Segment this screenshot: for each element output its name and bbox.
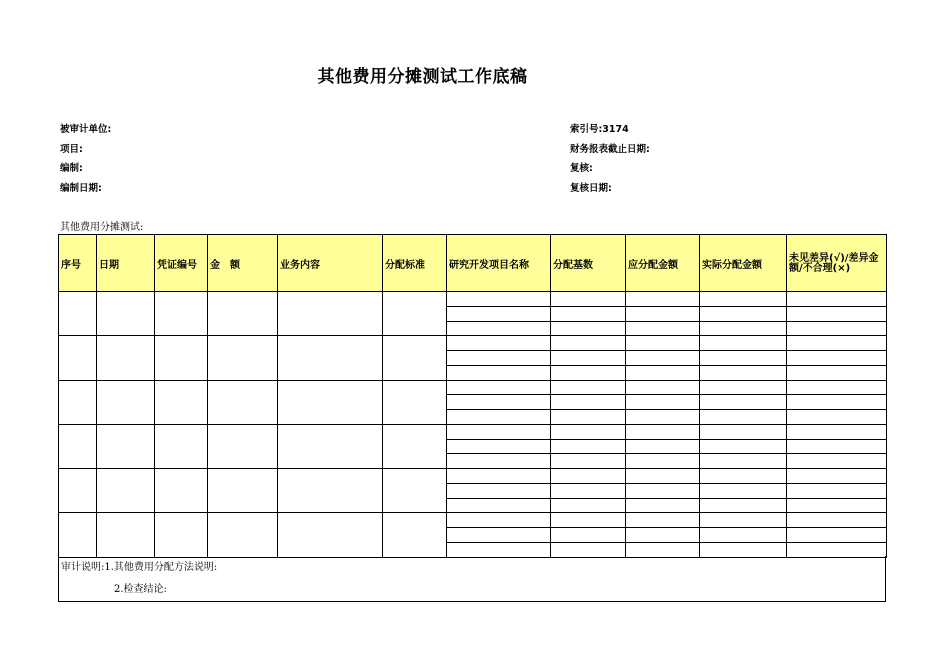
table-cell[interactable] xyxy=(59,292,97,336)
prepared-by-label: 编制: xyxy=(60,163,83,174)
table-cell[interactable] xyxy=(626,513,700,528)
table-cell[interactable] xyxy=(700,469,787,484)
table-cell[interactable] xyxy=(700,424,787,439)
table-cell[interactable] xyxy=(551,306,626,321)
section-label: 其他费用分摊测试: xyxy=(60,222,144,233)
table-cell[interactable] xyxy=(383,336,447,380)
table-cell[interactable] xyxy=(700,351,787,366)
table-cell[interactable] xyxy=(551,439,626,454)
table-cell[interactable] xyxy=(700,380,787,395)
table-cell[interactable] xyxy=(278,292,383,336)
col-header-rd-project-name: 研究开发项目名称 xyxy=(447,235,551,292)
table-cell[interactable] xyxy=(626,498,700,513)
table-cell[interactable] xyxy=(278,513,383,557)
table-cell[interactable] xyxy=(626,292,700,307)
page-title: 其他费用分摊测试工作底稿 xyxy=(317,67,528,87)
table-cell[interactable] xyxy=(447,365,551,380)
table-cell[interactable] xyxy=(551,380,626,395)
table-cell[interactable] xyxy=(447,321,551,336)
table-cell[interactable] xyxy=(787,469,887,484)
table-cell[interactable] xyxy=(59,513,97,557)
table-cell[interactable] xyxy=(787,336,887,351)
table-cell[interactable] xyxy=(700,292,787,307)
table-cell[interactable] xyxy=(447,528,551,543)
table-row xyxy=(59,380,887,395)
table-cell[interactable] xyxy=(447,498,551,513)
table-cell[interactable] xyxy=(447,454,551,469)
table-cell[interactable] xyxy=(700,528,787,543)
table-cell[interactable] xyxy=(551,410,626,425)
col-header-business-content: 业务内容 xyxy=(278,235,383,292)
table-cell[interactable] xyxy=(551,469,626,484)
table-cell[interactable] xyxy=(626,306,700,321)
table-cell[interactable] xyxy=(155,336,208,380)
table-cell[interactable] xyxy=(551,483,626,498)
table-cell[interactable] xyxy=(447,380,551,395)
audit-notes-box xyxy=(58,556,886,602)
table-cell[interactable] xyxy=(447,351,551,366)
table-cell[interactable] xyxy=(278,424,383,468)
table-body xyxy=(59,292,887,558)
table-cell[interactable] xyxy=(447,306,551,321)
table-cell[interactable] xyxy=(97,336,155,380)
table-cell[interactable] xyxy=(59,336,97,380)
table-row xyxy=(59,424,887,439)
table-cell[interactable] xyxy=(700,336,787,351)
table-cell[interactable] xyxy=(626,395,700,410)
table-cell[interactable] xyxy=(787,424,887,439)
table-cell[interactable] xyxy=(626,365,700,380)
table-cell[interactable] xyxy=(626,410,700,425)
audit-note-conclusion: 2.检查结论: xyxy=(114,584,167,595)
table-cell[interactable] xyxy=(700,513,787,528)
col-header-allocation-standard: 分配标准 xyxy=(383,235,447,292)
table-cell[interactable] xyxy=(626,542,700,557)
table-cell[interactable] xyxy=(787,498,887,513)
table-cell[interactable] xyxy=(551,528,626,543)
table-cell[interactable] xyxy=(787,542,887,557)
table-cell[interactable] xyxy=(447,424,551,439)
table-cell[interactable] xyxy=(97,380,155,424)
table-cell[interactable] xyxy=(447,410,551,425)
table-cell[interactable] xyxy=(551,498,626,513)
table-cell[interactable] xyxy=(787,351,887,366)
table-cell[interactable] xyxy=(626,469,700,484)
table-cell[interactable] xyxy=(700,498,787,513)
table-row xyxy=(59,513,887,528)
table-cell[interactable] xyxy=(700,542,787,557)
header-row xyxy=(59,235,887,292)
table-cell[interactable] xyxy=(97,292,155,336)
index-number-label: 索引号:3174 xyxy=(570,124,629,135)
table-cell[interactable] xyxy=(383,292,447,336)
table-cell[interactable] xyxy=(208,513,278,557)
table-cell[interactable] xyxy=(626,351,700,366)
col-header-seq: 序号 xyxy=(59,235,97,292)
reviewed-by-label: 复核: xyxy=(570,163,593,174)
col-header-date: 日期 xyxy=(97,235,155,292)
table-cell[interactable] xyxy=(447,336,551,351)
table-cell[interactable] xyxy=(787,365,887,380)
prepared-date-label: 编制日期: xyxy=(60,183,102,194)
table-cell[interactable] xyxy=(700,306,787,321)
audit-note-allocation-method: 审计说明:1.其他费用分配方法说明: xyxy=(61,562,218,573)
table-cell[interactable] xyxy=(787,454,887,469)
table-cell[interactable] xyxy=(700,395,787,410)
table-cell[interactable] xyxy=(626,380,700,395)
table-cell[interactable] xyxy=(551,424,626,439)
table-cell[interactable] xyxy=(551,351,626,366)
table-cell[interactable] xyxy=(787,513,887,528)
table-cell[interactable] xyxy=(626,321,700,336)
project-label: 项目: xyxy=(60,144,83,155)
table-cell[interactable] xyxy=(626,528,700,543)
table-cell[interactable] xyxy=(787,528,887,543)
table-cell[interactable] xyxy=(278,469,383,513)
table-cell[interactable] xyxy=(626,483,700,498)
table-cell[interactable] xyxy=(447,513,551,528)
table-cell[interactable] xyxy=(208,336,278,380)
table-cell[interactable] xyxy=(787,292,887,307)
table-cell[interactable] xyxy=(155,469,208,513)
table-cell[interactable] xyxy=(208,292,278,336)
table-cell[interactable] xyxy=(59,469,97,513)
table-cell[interactable] xyxy=(59,380,97,424)
table-cell[interactable] xyxy=(383,424,447,468)
table-cell[interactable] xyxy=(155,380,208,424)
table-cell[interactable] xyxy=(447,542,551,557)
table-cell[interactable] xyxy=(551,292,626,307)
table-cell[interactable] xyxy=(383,469,447,513)
table-cell[interactable] xyxy=(787,410,887,425)
table-cell[interactable] xyxy=(551,336,626,351)
table-cell[interactable] xyxy=(447,292,551,307)
table-cell[interactable] xyxy=(551,365,626,380)
audited-unit-label: 被审计单位: xyxy=(60,124,112,135)
table-row xyxy=(59,336,887,351)
col-header-voucher-no: 凭证编号 xyxy=(155,235,208,292)
table-cell[interactable] xyxy=(383,513,447,557)
col-header-amount: 金 额 xyxy=(208,235,278,292)
table-cell[interactable] xyxy=(551,513,626,528)
report-date-label: 财务报表截止日期: xyxy=(570,144,650,155)
table-cell[interactable] xyxy=(626,454,700,469)
allocation-test-table xyxy=(58,234,887,558)
table-cell[interactable] xyxy=(278,380,383,424)
table-cell[interactable] xyxy=(383,380,447,424)
table-cell[interactable] xyxy=(97,513,155,557)
table-cell[interactable] xyxy=(700,439,787,454)
table-cell[interactable] xyxy=(208,424,278,468)
table-cell[interactable] xyxy=(787,483,887,498)
table-cell[interactable] xyxy=(551,321,626,336)
table-cell[interactable] xyxy=(700,365,787,380)
table-cell[interactable] xyxy=(155,292,208,336)
table-cell[interactable] xyxy=(97,469,155,513)
table-cell[interactable] xyxy=(155,513,208,557)
col-header-actual-allocate: 实际分配金额 xyxy=(700,235,787,292)
table-cell[interactable] xyxy=(787,439,887,454)
table-cell[interactable] xyxy=(700,410,787,425)
table-cell[interactable] xyxy=(447,395,551,410)
table-cell[interactable] xyxy=(787,380,887,395)
table-row xyxy=(59,469,887,484)
table-cell[interactable] xyxy=(447,483,551,498)
table-cell[interactable] xyxy=(97,424,155,468)
col-header-allocation-base: 分配基数 xyxy=(551,235,626,292)
table-cell[interactable] xyxy=(700,483,787,498)
table-cell[interactable] xyxy=(551,542,626,557)
table-cell[interactable] xyxy=(787,321,887,336)
review-date-label: 复核日期: xyxy=(570,183,612,194)
table-cell[interactable] xyxy=(787,306,887,321)
table-cell[interactable] xyxy=(278,336,383,380)
table-cell[interactable] xyxy=(626,424,700,439)
table-cell[interactable] xyxy=(447,469,551,484)
table-cell[interactable] xyxy=(208,469,278,513)
col-header-difference: 未见差异(√)/差异金额/不合理(×) xyxy=(787,235,887,292)
col-header-should-allocate: 应分配金额 xyxy=(626,235,700,292)
table-cell[interactable] xyxy=(787,395,887,410)
table-cell[interactable] xyxy=(155,424,208,468)
table-cell[interactable] xyxy=(551,395,626,410)
table-cell[interactable] xyxy=(551,454,626,469)
table-cell[interactable] xyxy=(447,439,551,454)
table-row xyxy=(59,292,887,307)
table-cell[interactable] xyxy=(208,380,278,424)
table-cell[interactable] xyxy=(59,424,97,468)
table-cell[interactable] xyxy=(700,454,787,469)
table-cell[interactable] xyxy=(626,439,700,454)
table-cell[interactable] xyxy=(626,336,700,351)
table-cell[interactable] xyxy=(700,321,787,336)
